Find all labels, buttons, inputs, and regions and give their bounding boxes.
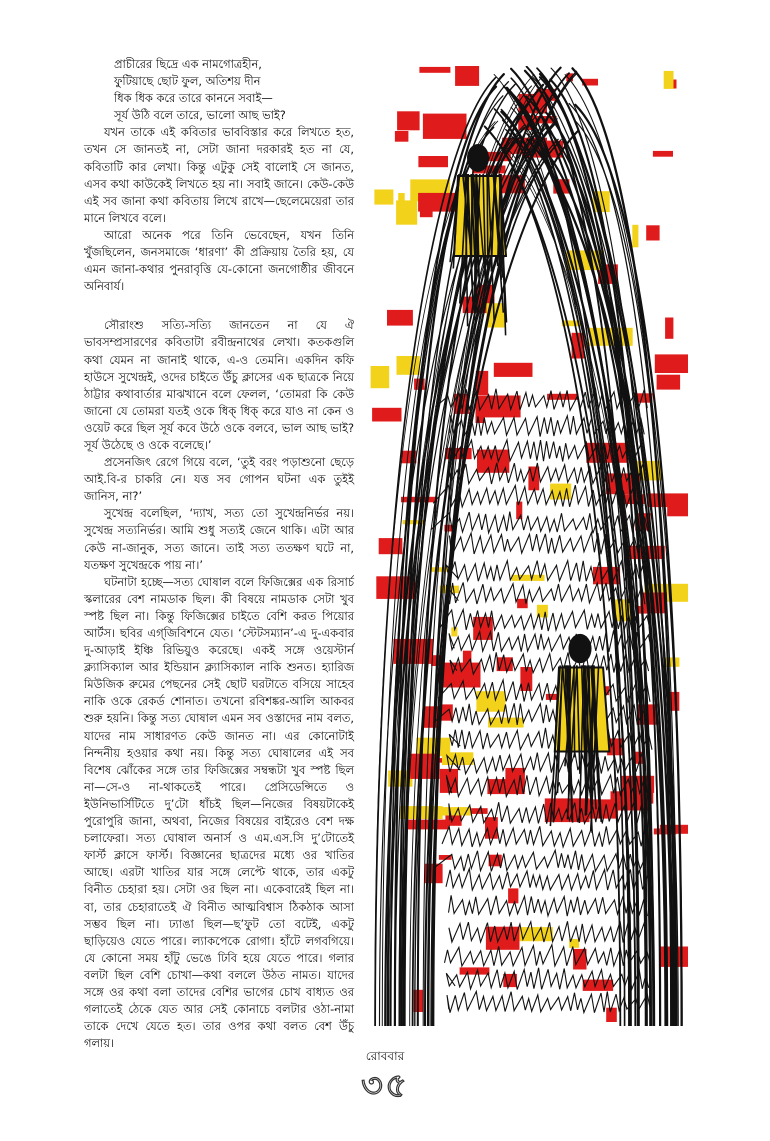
magazine-name: রোববার <box>365 1049 405 1063</box>
paragraph-6: ঘটনাটা হচ্ছে—সত্য ঘোষাল বলে ফিজিক্সের এক রিসার্চ স্কলারের বেশ নামডাক ছিল। কী বিষয়ে নামডাক সেটা খুব স্পষ্ট ছিল না। কিন্তু ফিজিক্সের চাইতে বেশি করত পিয়োর আর্টস। ছবির এগ্‌জিবিশনে যেত। ‘স্টেটসম্যান’-এ দু-একবার দু-আড়াই ইঞ্চি রিভিয়ুও করেছে। একই সঙ্গে ওয়েস্টার্ন ক্ল্যাসিক্যাল আর ইন্ডিয়ান ক্ল্যাসিক্যাল নাকি শুনত। হ্যারিজ মিউজিক রুমের পেছনের সেই ছোট ঘরটাতে বসিয়ে সাহেব নাকি ওকে রেকর্ড শোনাত। তখনো রবিশঙ্কর-আলি আকবর শুরু হয়নি। কিন্তু সত্য ঘোষাল এমন সব ওস্তাদের নাম বলত, যাদের নাম সাধারণত কেউ জানত না। এর কোনোটাই নিন্দনীয় হওয়ার কথা নয়। কিন্তু সত্য ঘোষালের এই সব বিশেষ ঝোঁকের সঙ্গে তার ফিজিক্সের সম্বন্ধটা খুব স্পষ্ট ছিল না—সে-ও না-থাকতেই পারে। প্রেসিডেন্সিতে ও ইউনিভার্সিটিতে দু’টো ধাঁচই ছিল—নিজের বিষয়টাকেই পুরোপুরি জানা, অথবা, নিজের বিষয়ের বাইরেও বেশ দক্ষ চলাফেরা। সত্য ঘোষাল অনার্স ও এম.এস.সি দু’টোতেই ফার্স্ট ক্লাসে ফার্স্ট। বিজ্ঞানের ছাত্রদের মধ্যে ওর খাতির আছে। এরটা খাতির যার সঙ্গে লেপ্টে থাকে, তার একটু বিনীত চেহারা হয়। সেটা ওর ছিল না। একেবারেই ছিল না। বা, তার চেহারাতেই ঐ বিনীত আত্মবিশ্বাস ঠিকঠাক আসা সম্ভব ছিল না। ঢ্যাঙা ছিল—ছ’ফুট তো বটেই, একটু ছাড়িয়েও যেতে পারে। ল্যাকপেকে রোগা। হাঁটে লগবগিয়ে। যে কোনো সময় হাঁটু ভেঙে ঢিবি হয়ে যেতে পারে। গলার বলটা ছিল বেশি চোখা—কথা বললে উঠত নামত। যাদের সঙ্গে ওর কথা বলা তাদের বেশির ভাগের চোখ বাধ্যত ওর গলাতেই ঠেকে যেত আর সেই কোনাচে বলটার ওঠা-নামা তাকে দেখে যেতে হত। তার ওপর কথা বলত বেশ উঁচু গলায়। <box>84 574 354 1051</box>
poem-line-2: ফুটিয়াছে ছোট ফুল, অতিশয় দীন <box>114 74 261 89</box>
page-footer <box>0 1048 770 1104</box>
paragraph-2: আরো অনেক পরে তিনি ভেবেছেন, যখন তিনি খুঁজছিলেন, জনসমাজে ‘ধারণা’ কী প্রক্রিয়ায় তৈরি হয়, যে এমন জানা-কথার পুনরাবৃত্তি যে-কোনো জনগোষ্ঠীর জীবনে অনিবার্য। <box>84 227 354 294</box>
section-gap <box>84 295 354 317</box>
paragraph-1: যখন তাকে এই কবিতার ভাববিস্তার করে লিখতে হত, তখন সে জানতই না, সেটা জানা দরকারই হত না যে, কবিতাটি কার লেখা। কিন্তু এটুকু সেই বালোই সে জানত, এসব কথা কাউকেই লিখতে হয় না। সবাই জানে। কেউ-কেউ এই সব জানা কথা কবিতায় লিখে রাখে—ছেলেমেয়েরা তার মানে লিখবে বলে। <box>84 125 354 225</box>
poem-line-3: ধিক ধিক করে তারে কাননে সবাই— <box>114 91 273 106</box>
article-text-column <box>84 56 354 1052</box>
paragraph-3: সৌরাংশু সত্যি-সত্যি জানতেন না যে ঐ ভাবসম্প্রসারণের কবিতাটা রবীন্দ্রনাথের লেখা। কতকগুলি কথা যেমন না জানাই থাকে, এ-ও তেমনি। একদিন কফি হাউসে সুখেন্দ্রই, ওদের চাইতে উঁচু ক্লাসের এক ছাত্রকে নিয়ে ঠাট্টার কথাবার্তার মাঝখানে বলে ফেলল, ‘তোমরা কি কেউ জানো যে তোমরা যতই ওকে ধিক্‌ ধিক্‌ করে যাও না কেন ও ওয়েট করে ছিল সূর্য কবে উঠে ওকে বলবে, ভাল আছ ভাই? সূর্য উঠেছে ও ওকে বলেছে।’ <box>84 318 354 452</box>
paragraph-5: সুখেন্দ্র বলেছিল, ‘দ্যাখ, সত্য তো সুখেন্দ্রনির্ভর নয়। সুখেন্দ্র সত্যনির্ভর। আমি শুধু সত্যই জেনে থাকি। এটা আর কেউ না-জানুক, সত্য জানে। তাই সত্য ততক্ষণ ঘটে না, যতক্ষণ সুখেন্দ্রকে পায় না।’ <box>84 506 354 572</box>
poem-line-4: সূর্য উঠি বলে তারে, ভালো আছ ভাই? <box>114 108 286 123</box>
paragraph-4: প্রসেনজিৎ রেগে গিয়ে বলে, ‘তুই বরং পড়াশুনো ছেড়ে আই.বি-র চাকরি নে। যত্ত সব গোপন ঘটনা এক তুইই জানিস, না?’ <box>84 455 354 504</box>
page-number: ৩৫ <box>360 1066 410 1106</box>
staircase-illustration <box>370 66 688 1026</box>
poem-quote <box>84 56 354 124</box>
poem-line-1: প্রাচীরের ছিদ্রে এক নামগোত্রহীন, <box>114 57 262 71</box>
